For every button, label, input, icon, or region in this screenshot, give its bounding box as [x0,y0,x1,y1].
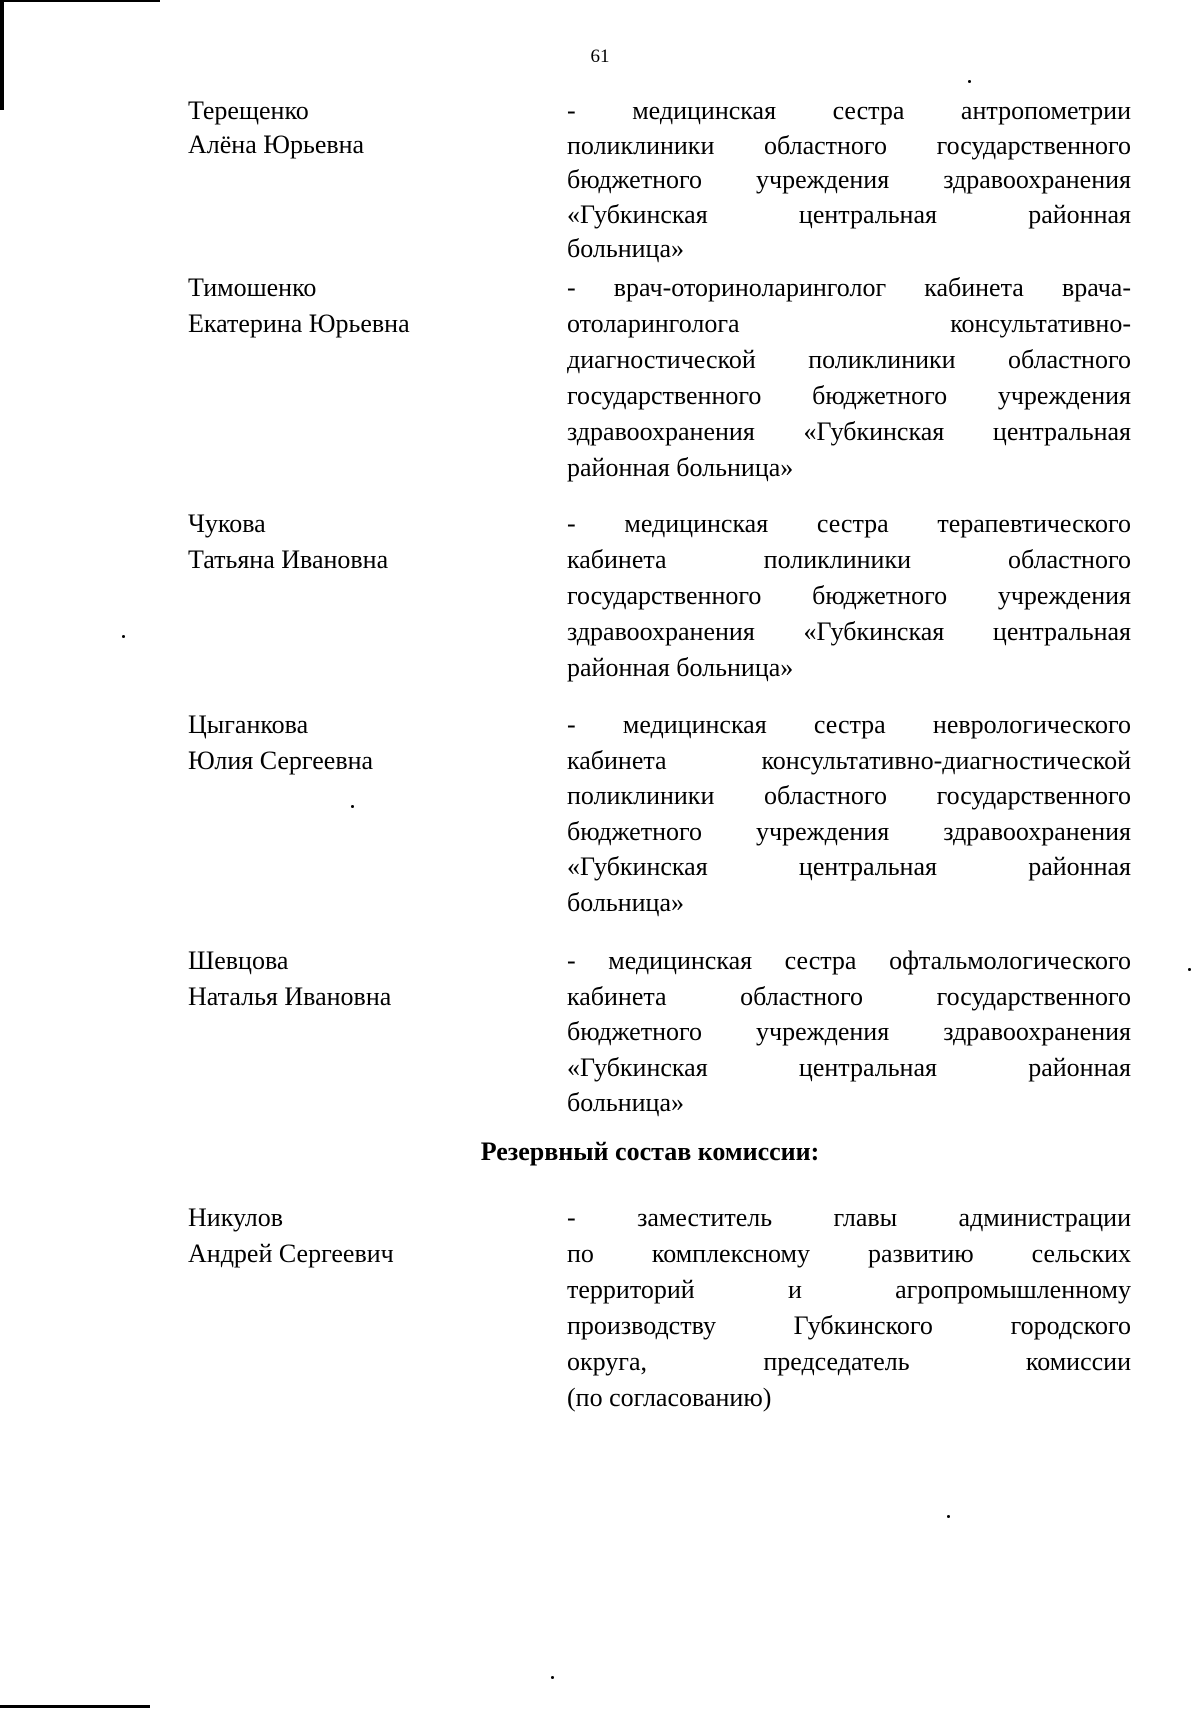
member-name [188,943,528,1014]
member-role [567,1200,1131,1416]
member-name [188,707,528,778]
role-line: - врач-оториноларинголог кабинета врача- [567,273,1131,302]
member-role [567,270,1131,486]
member-given-names: Алёна Юрьевна [188,130,365,159]
role-line: районная больница» [567,653,794,682]
role-line: производству Губкинского городского [567,1311,1131,1340]
scan-speck [968,80,971,83]
role-line: районная больница» [567,453,794,482]
role-line: здравоохранения «Губкинская центральная [567,617,1131,646]
role-line: по комплексному развитию сельских [567,1239,1131,1268]
scan-edge-mark [0,1705,150,1708]
role-line: поликлиники областного государственного [567,130,1131,160]
member-role [567,94,1131,267]
member-surname: Цыганкова [188,710,309,739]
member-role [567,943,1131,1121]
scan-speck [947,1515,950,1518]
member-surname: Шевцова [188,946,289,975]
role-line: - заместитель главы администрации [567,1203,1131,1232]
scan-edge-mark [0,0,160,2]
role-line: больница» [567,1088,684,1117]
role-line: кабинета поликлиники областного [567,545,1131,574]
role-line: - медицинская сестра офтальмологического [567,946,1131,975]
role-line: диагностической поликлиники областного [567,345,1131,374]
role-line: здравоохранения «Губкинская центральная [567,417,1131,446]
role-line: государственного бюджетного учреждения [567,381,1131,410]
role-line: - медицинская сестра неврологического [567,710,1131,739]
role-line: - медицинская сестра антропометрии [567,96,1131,125]
member-role [567,506,1131,686]
role-line: (по согласованию) [567,1383,772,1412]
member-given-names: Юлия Сергеевна [188,745,374,775]
reserve-heading: Резервный состав комиссии: [480,1137,820,1166]
role-line: территорий и агропромышленному [567,1275,1131,1304]
scan-speck [551,1676,554,1679]
role-line: отоларинголога консультативно- [567,309,1131,338]
role-line: - медицинская сестра терапевтического [567,509,1131,538]
member-given-names: Татьяна Ивановна [188,545,389,574]
role-line: «Губкинская центральная районная [567,199,1131,229]
scan-speck [122,635,125,638]
role-line: «Губкинская центральная районная [567,1052,1131,1082]
member-name [188,270,528,342]
role-line: бюджетного учреждения здравоохранения [567,816,1131,846]
role-line: округа, председатель комиссии [567,1347,1131,1376]
scan-speck [1188,968,1191,971]
member-given-names: Екатерина Юрьевна [188,309,410,338]
role-line: «Губкинская центральная районная [567,852,1131,881]
role-line: государственного бюджетного учреждения [567,581,1131,610]
role-line: бюджетного учреждения здравоохранения [567,165,1131,194]
member-given-names: Наталья Ивановна [188,981,392,1011]
role-line: кабинета консультативно-диагностической [567,745,1131,775]
role-line: поликлиники областного государственного [567,781,1131,810]
role-line: больница» [567,234,684,263]
page-number: 61 [590,46,610,67]
member-surname: Тимошенко [188,273,317,302]
member-surname: Чукова [188,509,266,538]
scan-speck [351,805,354,808]
member-name [188,94,528,162]
member-name [188,506,528,578]
member-surname: Терещенко [188,96,309,125]
member-name [188,1200,528,1272]
role-line: кабинета областного государственного [567,981,1131,1011]
role-line: бюджетного учреждения здравоохранения [567,1017,1131,1046]
member-given-names: Андрей Сергеевич [188,1239,394,1268]
member-surname: Никулов [188,1203,284,1232]
member-role [567,707,1131,920]
role-line: больница» [567,887,684,917]
scan-edge-mark [0,0,4,110]
